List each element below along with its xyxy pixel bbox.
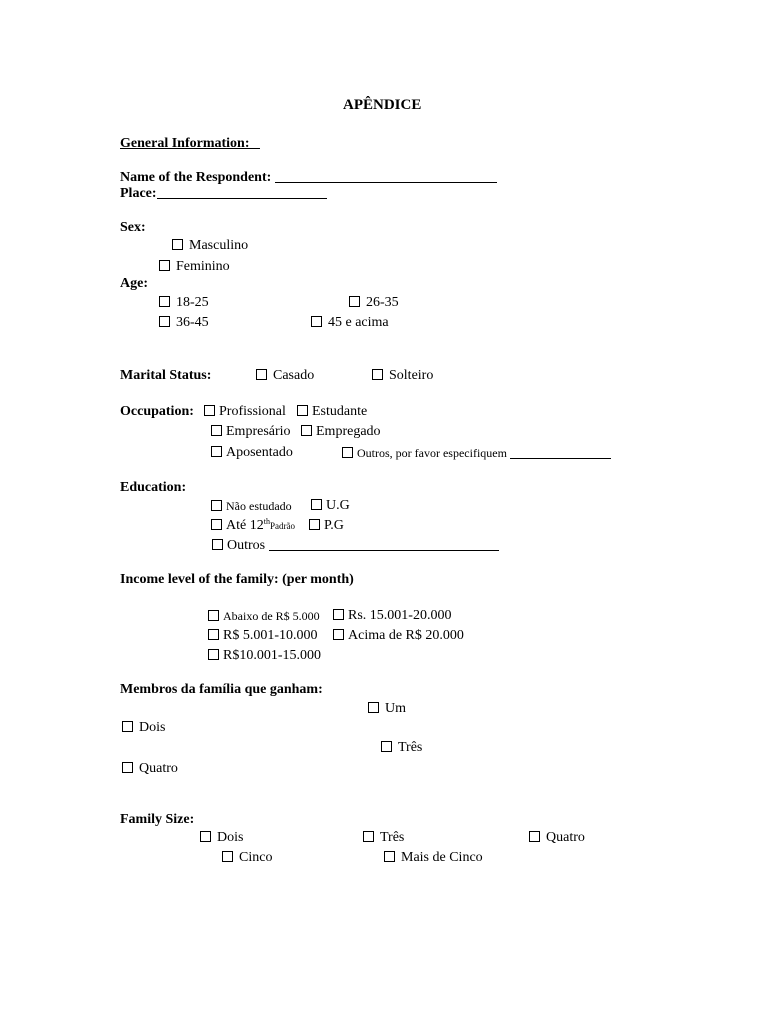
option-label: Masculino — [189, 238, 249, 253]
respondent-name-label: Name of the Respondent: — [120, 170, 272, 185]
education-option-pg[interactable] — [309, 518, 344, 534]
income-option-abaixo-5000[interactable] — [208, 608, 320, 625]
superscript-th: th — [263, 517, 270, 526]
occupation-option-estudante[interactable] — [297, 404, 367, 420]
checkbox[interactable] — [297, 405, 308, 416]
checkbox[interactable] — [301, 425, 312, 436]
checkbox[interactable] — [381, 741, 392, 752]
option-label: Cinco — [239, 850, 273, 865]
occupation-label: Occupation: — [120, 404, 194, 419]
option-label: Rs. 15.001-20.000 — [348, 608, 452, 623]
family-size-option-dois[interactable] — [200, 830, 243, 846]
income-option-acima-20000[interactable] — [333, 628, 464, 644]
checkbox[interactable] — [208, 610, 219, 621]
option-label: Aposentado — [226, 445, 293, 460]
checkbox[interactable] — [363, 831, 374, 842]
checkbox[interactable] — [172, 239, 183, 250]
occupation-option-empresario[interactable] — [211, 424, 291, 440]
checkbox[interactable] — [311, 316, 322, 327]
option-label: Casado — [273, 368, 315, 383]
checkbox[interactable] — [333, 609, 344, 620]
option-label: 18-25 — [176, 295, 209, 310]
option-label: Estudante — [312, 404, 368, 419]
occupation-option-profissional[interactable] — [204, 404, 286, 420]
family-size-option-mais-de-cinco[interactable] — [384, 850, 483, 866]
checkbox[interactable] — [159, 296, 170, 307]
checkbox[interactable] — [211, 425, 222, 436]
earning-option-quatro[interactable] — [122, 761, 178, 777]
option-label: 26-35 — [366, 295, 399, 310]
family-size-option-cinco[interactable] — [222, 850, 272, 866]
checkbox[interactable] — [204, 405, 215, 416]
checkbox[interactable] — [384, 851, 395, 862]
option-label: Abaixo de R$ 5.000 — [223, 609, 320, 623]
income-option-10001-15000[interactable] — [208, 648, 321, 664]
income-label: Income level of the family: (per month) — [120, 572, 354, 587]
earning-option-um[interactable] — [368, 701, 406, 717]
income-option-5001-10000[interactable] — [208, 628, 318, 644]
family-size-option-quatro[interactable] — [529, 830, 585, 846]
checkbox[interactable] — [256, 369, 267, 380]
family-size-label: Family Size: — [120, 812, 195, 827]
sex-option-feminino[interactable] — [159, 259, 230, 275]
checkbox[interactable] — [211, 500, 222, 511]
age-option-45-plus[interactable] — [311, 315, 389, 331]
option-label: R$10.001-15.000 — [223, 648, 321, 663]
age-option-36-45[interactable] — [159, 315, 209, 331]
marital-option-solteiro[interactable] — [372, 368, 433, 384]
sex-option-masculino[interactable] — [172, 238, 248, 254]
checkbox[interactable] — [309, 519, 320, 530]
place-row — [120, 186, 327, 202]
occupation-option-outros[interactable] — [342, 445, 611, 462]
option-label: Outros — [227, 538, 266, 553]
option-label: P.G — [324, 518, 344, 533]
checkbox[interactable] — [208, 649, 219, 660]
option-label: Um — [385, 701, 406, 716]
checkbox[interactable] — [349, 296, 360, 307]
education-label: Education: — [120, 480, 187, 495]
checkbox[interactable] — [122, 721, 133, 732]
checkbox[interactable] — [342, 447, 353, 458]
checkbox[interactable] — [211, 446, 222, 457]
education-other-field[interactable] — [269, 538, 499, 551]
option-label: 36-45 — [176, 315, 209, 330]
earning-members-label: Membros da família que ganham: — [120, 682, 323, 697]
sex-label: Sex: — [120, 220, 146, 235]
education-option-ate-12[interactable] — [211, 518, 295, 534]
option-label: Acima de R$ 20.000 — [348, 628, 464, 643]
option-label: Quatro — [546, 830, 585, 845]
option-label: Feminino — [176, 259, 230, 274]
option-label: U.G — [326, 498, 350, 513]
marital-status-label: Marital Status: — [120, 368, 212, 383]
age-label: Age: — [120, 276, 148, 291]
income-option-15001-20000[interactable] — [333, 608, 451, 624]
checkbox[interactable] — [211, 519, 222, 530]
option-label: Três — [380, 830, 405, 845]
occupation-option-aposentado[interactable] — [211, 445, 293, 461]
place-label: Place: — [120, 186, 157, 201]
option-label: Dois — [217, 830, 244, 845]
option-label: Solteiro — [389, 368, 434, 383]
option-label: Dois — [139, 720, 166, 735]
education-option-ug[interactable] — [311, 498, 350, 514]
respondent-name-row — [120, 170, 497, 186]
checkbox[interactable] — [368, 702, 379, 713]
occupation-option-empregado[interactable] — [301, 424, 381, 440]
checkbox[interactable] — [529, 831, 540, 842]
checkbox[interactable] — [200, 831, 211, 842]
respondent-name-field[interactable] — [275, 170, 497, 183]
checkbox[interactable] — [311, 499, 322, 510]
education-option-outros[interactable] — [212, 538, 499, 554]
general-info-heading — [120, 136, 260, 152]
checkbox[interactable] — [333, 629, 344, 640]
option-label: Empresário — [226, 424, 291, 439]
general-info-heading-text: General Information: — [120, 136, 250, 151]
place-field[interactable] — [157, 186, 327, 199]
checkbox[interactable] — [159, 260, 170, 271]
age-option-18-25[interactable] — [159, 295, 209, 311]
page-title: APÊNDICE — [343, 97, 422, 113]
option-label: Três — [398, 740, 423, 755]
checkbox[interactable] — [208, 629, 219, 640]
standard-label: Padrão — [269, 521, 295, 531]
option-label: Quatro — [139, 761, 178, 776]
checkbox[interactable] — [222, 851, 233, 862]
occupation-other-field[interactable] — [510, 446, 611, 459]
option-label: R$ 5.001-10.000 — [223, 628, 318, 643]
option-label: Empregado — [316, 424, 381, 439]
marital-option-casado[interactable] — [256, 368, 314, 384]
family-size-option-tres[interactable] — [363, 830, 404, 846]
education-option-nao-estudado[interactable] — [211, 498, 292, 515]
earning-option-tres[interactable] — [381, 740, 422, 756]
option-label: 45 e acima — [328, 315, 389, 330]
checkbox[interactable] — [122, 762, 133, 773]
checkbox[interactable] — [372, 369, 383, 380]
earning-option-dois[interactable] — [122, 720, 165, 736]
checkbox[interactable] — [212, 539, 223, 550]
age-option-26-35[interactable] — [349, 295, 399, 311]
checkbox[interactable] — [159, 316, 170, 327]
option-label: Outros, por favor especifiquem — [357, 446, 507, 460]
option-label: Até 12 — [226, 518, 264, 533]
option-label: Não estudado — [226, 499, 292, 513]
option-label: Mais de Cinco — [401, 850, 483, 865]
option-label: Profissional — [219, 404, 286, 419]
